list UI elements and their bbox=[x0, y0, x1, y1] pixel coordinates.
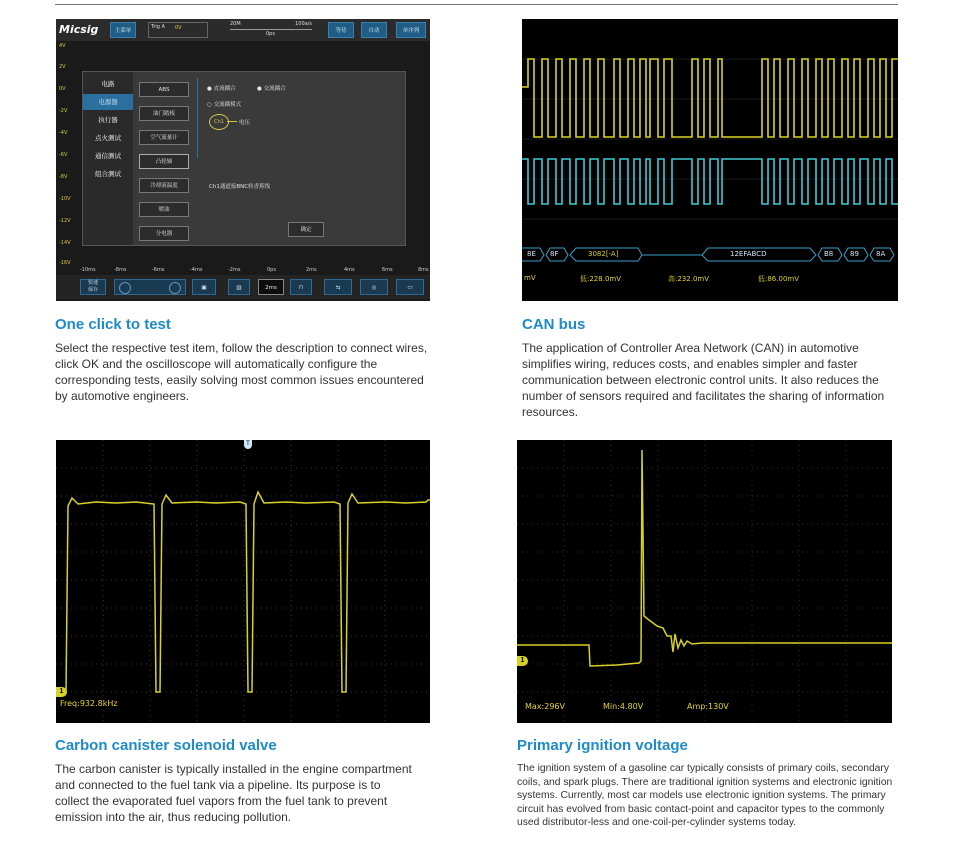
nav-item-comms[interactable]: 通信测试 bbox=[95, 152, 121, 160]
x-tick: -10ms bbox=[80, 267, 96, 273]
trigger-readout bbox=[148, 22, 208, 38]
ignition-channel-marker bbox=[517, 656, 528, 666]
trigger-position-marker bbox=[244, 440, 252, 449]
timebase-readout bbox=[228, 21, 314, 39]
single-seq-button[interactable]: 单序列 bbox=[396, 22, 426, 38]
section-body-canister: The carbon canister is typically installed in the engine compartment and connected to the fuel tank via a pipeline. Its purpose is to collect the evaporated fuel vapors from the fuel tank to prevent emission into the air, thus reducing pollution. bbox=[55, 762, 412, 824]
canister-waveform bbox=[56, 440, 430, 723]
ignition-trace bbox=[517, 450, 892, 666]
y-tick: -2V bbox=[59, 108, 68, 114]
radio-ac-mode[interactable]: ○ 交流耦模式 bbox=[207, 102, 242, 108]
top-divider bbox=[55, 4, 898, 5]
channel-circle-label: Ch1 bbox=[214, 119, 224, 125]
y-tick: -16V bbox=[59, 260, 71, 266]
channel1-marker bbox=[56, 687, 67, 697]
trigger-level: 0V bbox=[175, 25, 182, 31]
auto-button[interactable]: 自动 bbox=[361, 22, 387, 38]
frequency-readout: Freq:932.8kHz bbox=[60, 699, 118, 708]
nav-item-ignition[interactable]: 点火测试 bbox=[95, 134, 121, 142]
test-maf-button[interactable]: 空气流量计 bbox=[139, 130, 189, 145]
test-throttle-button[interactable]: 油门踏板 bbox=[139, 106, 189, 121]
ignition-screenshot bbox=[517, 440, 892, 723]
y-tick: 2V bbox=[59, 64, 66, 70]
connection-hint: Ch1通道接BNC转香蕉线 bbox=[209, 184, 271, 190]
x-tick: -8ms bbox=[114, 267, 127, 273]
y-tick: -12V bbox=[59, 218, 71, 224]
decode-frame-12efabcd: 12EFABCD bbox=[730, 250, 767, 258]
sample-rate: 100a/s bbox=[295, 21, 312, 27]
x-tick: 0ps bbox=[267, 267, 276, 273]
horizontal-pos-button[interactable]: ▥ bbox=[228, 279, 250, 295]
y-tick: -4V bbox=[59, 130, 68, 136]
can-readout-low2: 低:86.00mV bbox=[758, 275, 800, 283]
nav-item-power[interactable]: 电源器 bbox=[83, 94, 133, 110]
radio-ac-label: 交流耦合 bbox=[263, 86, 286, 92]
trigger-source: Trig A bbox=[151, 24, 165, 30]
decode-byte-8a: 8A bbox=[876, 250, 886, 258]
section-title-ignition: Primary ignition voltage bbox=[517, 737, 688, 754]
y-tick: -14V bbox=[59, 240, 71, 246]
nav-item-actuator[interactable]: 执行器 bbox=[98, 116, 118, 124]
vertical-knob-button[interactable] bbox=[114, 279, 186, 295]
ignition-min-readout: Min:4.80V bbox=[603, 702, 644, 711]
radio-dc-label: 直流耦合 bbox=[213, 86, 236, 92]
nav-item-combined[interactable]: 组合测试 bbox=[95, 170, 121, 178]
y-tick: 4V bbox=[59, 43, 66, 49]
x-tick: -2ms bbox=[228, 267, 241, 273]
channel-circle bbox=[209, 114, 229, 130]
section-title-can-bus: CAN bus bbox=[522, 316, 586, 333]
category-nav bbox=[83, 72, 133, 245]
measure-button[interactable]: ▣ bbox=[192, 279, 216, 295]
decode-byte-89: 89 bbox=[850, 250, 859, 258]
ignition-waveform bbox=[517, 440, 892, 723]
knob-down-icon bbox=[119, 282, 131, 294]
test-injector-button[interactable]: 喷油 bbox=[139, 202, 189, 217]
section-body-can-bus: The application of Controller Area Network (CAN) in automotive simplifies wiring, reduces costs, and enables simpler and faster communication between electronic control units. It also reduces the number of sensors required and facilitates the sharing of information resources. bbox=[522, 341, 885, 419]
y-tick: -6V bbox=[59, 152, 68, 158]
can-high-trace bbox=[522, 59, 898, 137]
decode-byte-8e: 8E bbox=[527, 250, 536, 258]
dialog-divider bbox=[197, 78, 198, 158]
section-title-canister: Carbon canister solenoid valve bbox=[55, 737, 277, 754]
trigger-position-label: T bbox=[246, 441, 250, 447]
main-menu-button[interactable]: 主菜单 bbox=[110, 22, 136, 38]
knob-up-icon bbox=[169, 282, 181, 294]
decode-byte-8f: 8F bbox=[550, 250, 559, 258]
canister-screenshot bbox=[56, 440, 430, 723]
time-offset: 0ps bbox=[266, 31, 275, 37]
quick-save-button[interactable]: 快速 保存 bbox=[80, 279, 106, 295]
ignition-max-readout: Max:296V bbox=[525, 702, 565, 711]
y-tick: 0V bbox=[59, 86, 66, 92]
wait-button[interactable]: 等待 bbox=[328, 22, 354, 38]
x-tick: 2ms bbox=[306, 267, 317, 273]
ignition-channel-label: 1 bbox=[520, 657, 525, 664]
can-readout-unit: mV bbox=[524, 274, 536, 282]
test-select-dialog bbox=[82, 71, 406, 246]
can-readout-high: 高:232.0mV bbox=[668, 275, 710, 283]
x-tick: -4ms bbox=[190, 267, 203, 273]
more-button[interactable]: ▭ bbox=[396, 279, 424, 295]
x-tick: 8ms bbox=[418, 267, 429, 273]
decode-byte-b8: B8 bbox=[824, 250, 834, 258]
scope-top-bar bbox=[56, 19, 430, 41]
x-tick: 4ms bbox=[344, 267, 355, 273]
scope-bottom-bar bbox=[56, 275, 430, 299]
timebase-value: 20M bbox=[230, 21, 241, 27]
zoom-button[interactable]: ◎ bbox=[360, 279, 388, 295]
test-coolant-button[interactable]: 冷却液温度 bbox=[139, 178, 189, 193]
voltage-label: 电压 bbox=[239, 120, 251, 126]
can-low-trace bbox=[522, 159, 898, 204]
y-tick: -8V bbox=[59, 174, 68, 180]
section-body-one-click: Select the respective test item, follow the description to connect wires, click OK and the oscilloscope will automatically configure the corresponding tests, easily solving most common issues encountered by automotive engineers. bbox=[55, 341, 428, 403]
y-tick: -10V bbox=[59, 196, 71, 202]
pulse-button[interactable]: ⊓ bbox=[290, 279, 312, 295]
can-waveform bbox=[522, 19, 898, 301]
ignition-amp-readout: Amp:130V bbox=[687, 702, 729, 711]
cursor-button[interactable]: ⇆ bbox=[324, 279, 352, 295]
channel1-marker-label: 1 bbox=[59, 688, 64, 695]
nav-item-circuit[interactable]: 电路 bbox=[101, 80, 115, 88]
radio-ac[interactable]: ● 交流耦合 bbox=[257, 86, 286, 92]
micsig-logo: Micsig bbox=[59, 23, 99, 36]
decode-frame-3082: 3082[-A] bbox=[588, 250, 619, 258]
can-bus-screenshot bbox=[522, 19, 898, 301]
test-abs-button[interactable]: ABS bbox=[139, 82, 189, 97]
radio-ac-mode-label: 交流耦模式 bbox=[213, 102, 242, 108]
can-readout-low: 低:228.0mV bbox=[580, 275, 622, 283]
timebase-button[interactable]: 2ms bbox=[258, 279, 284, 295]
channel-connector bbox=[227, 121, 237, 122]
x-tick: -6ms bbox=[152, 267, 165, 273]
test-distributor-button[interactable]: 分电器 bbox=[139, 226, 189, 241]
canister-trace bbox=[56, 492, 430, 692]
section-title-one-click: One click to test bbox=[55, 316, 171, 333]
ok-button[interactable]: 确定 bbox=[288, 222, 324, 237]
timebase-bar bbox=[230, 29, 312, 30]
micsig-screenshot bbox=[56, 19, 430, 301]
x-tick: 6ms bbox=[382, 267, 393, 273]
section-body-ignition: The ignition system of a gasoline car typically consists of primary coils, secondary coils, and spark plugs. There are traditional ignition systems and electronic ignition systems. Currently, most car models use electronic ignition systems. The primary circuit has evolved from basic contact-point and capacitor types to the commonly used distributor-less and one-coil-per-cylinder systems today. bbox=[517, 763, 893, 828]
test-camshaft-button[interactable]: 凸轮轴 bbox=[139, 154, 189, 169]
radio-dc[interactable]: ● 直流耦合 bbox=[207, 86, 236, 92]
